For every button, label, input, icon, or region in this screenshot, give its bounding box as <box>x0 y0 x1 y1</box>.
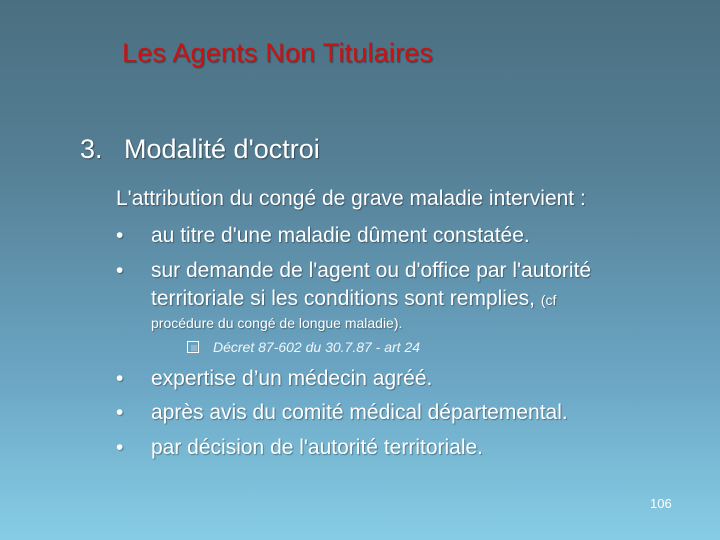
bullet-continuation <box>151 287 556 311</box>
bullet-text: expertise d’un médecin agréé. <box>151 367 433 390</box>
page-number: 106 <box>650 496 672 511</box>
bullet-text: après avis du comité médical départemental. <box>151 401 568 424</box>
decree-reference: Décret 87-602 du 30.7.87 - art 24 <box>213 339 421 355</box>
sub-bullet-item <box>187 339 420 355</box>
bullet-text: par décision de l'autorité territoriale. <box>151 436 484 459</box>
procedure-note: procédure du congé de longue maladie). <box>151 315 403 331</box>
slide-title: Les Agents Non Titulaires <box>122 38 434 68</box>
square-bullet-icon <box>187 341 199 353</box>
section-number: 3. <box>80 134 103 164</box>
bullet-marker: • <box>116 224 124 247</box>
bullet-ref: (cf <box>540 292 557 308</box>
bullet-marker: • <box>116 401 124 424</box>
section-heading <box>80 134 320 165</box>
bullet-text: territoriale si les conditions sont remplies, <box>151 287 535 310</box>
bullet-marker: • <box>116 259 124 282</box>
intro-text: L'attribution du congé de grave maladie intervient : <box>116 187 586 210</box>
section-title: Modalité d'octroi <box>124 134 320 164</box>
bullet-marker: • <box>116 367 124 390</box>
bullet-text: au titre d'une maladie dûment constatée. <box>151 224 530 247</box>
bullet-marker: • <box>116 436 124 459</box>
bullet-text: sur demande de l'agent ou d'office par l'autorité <box>151 259 592 282</box>
